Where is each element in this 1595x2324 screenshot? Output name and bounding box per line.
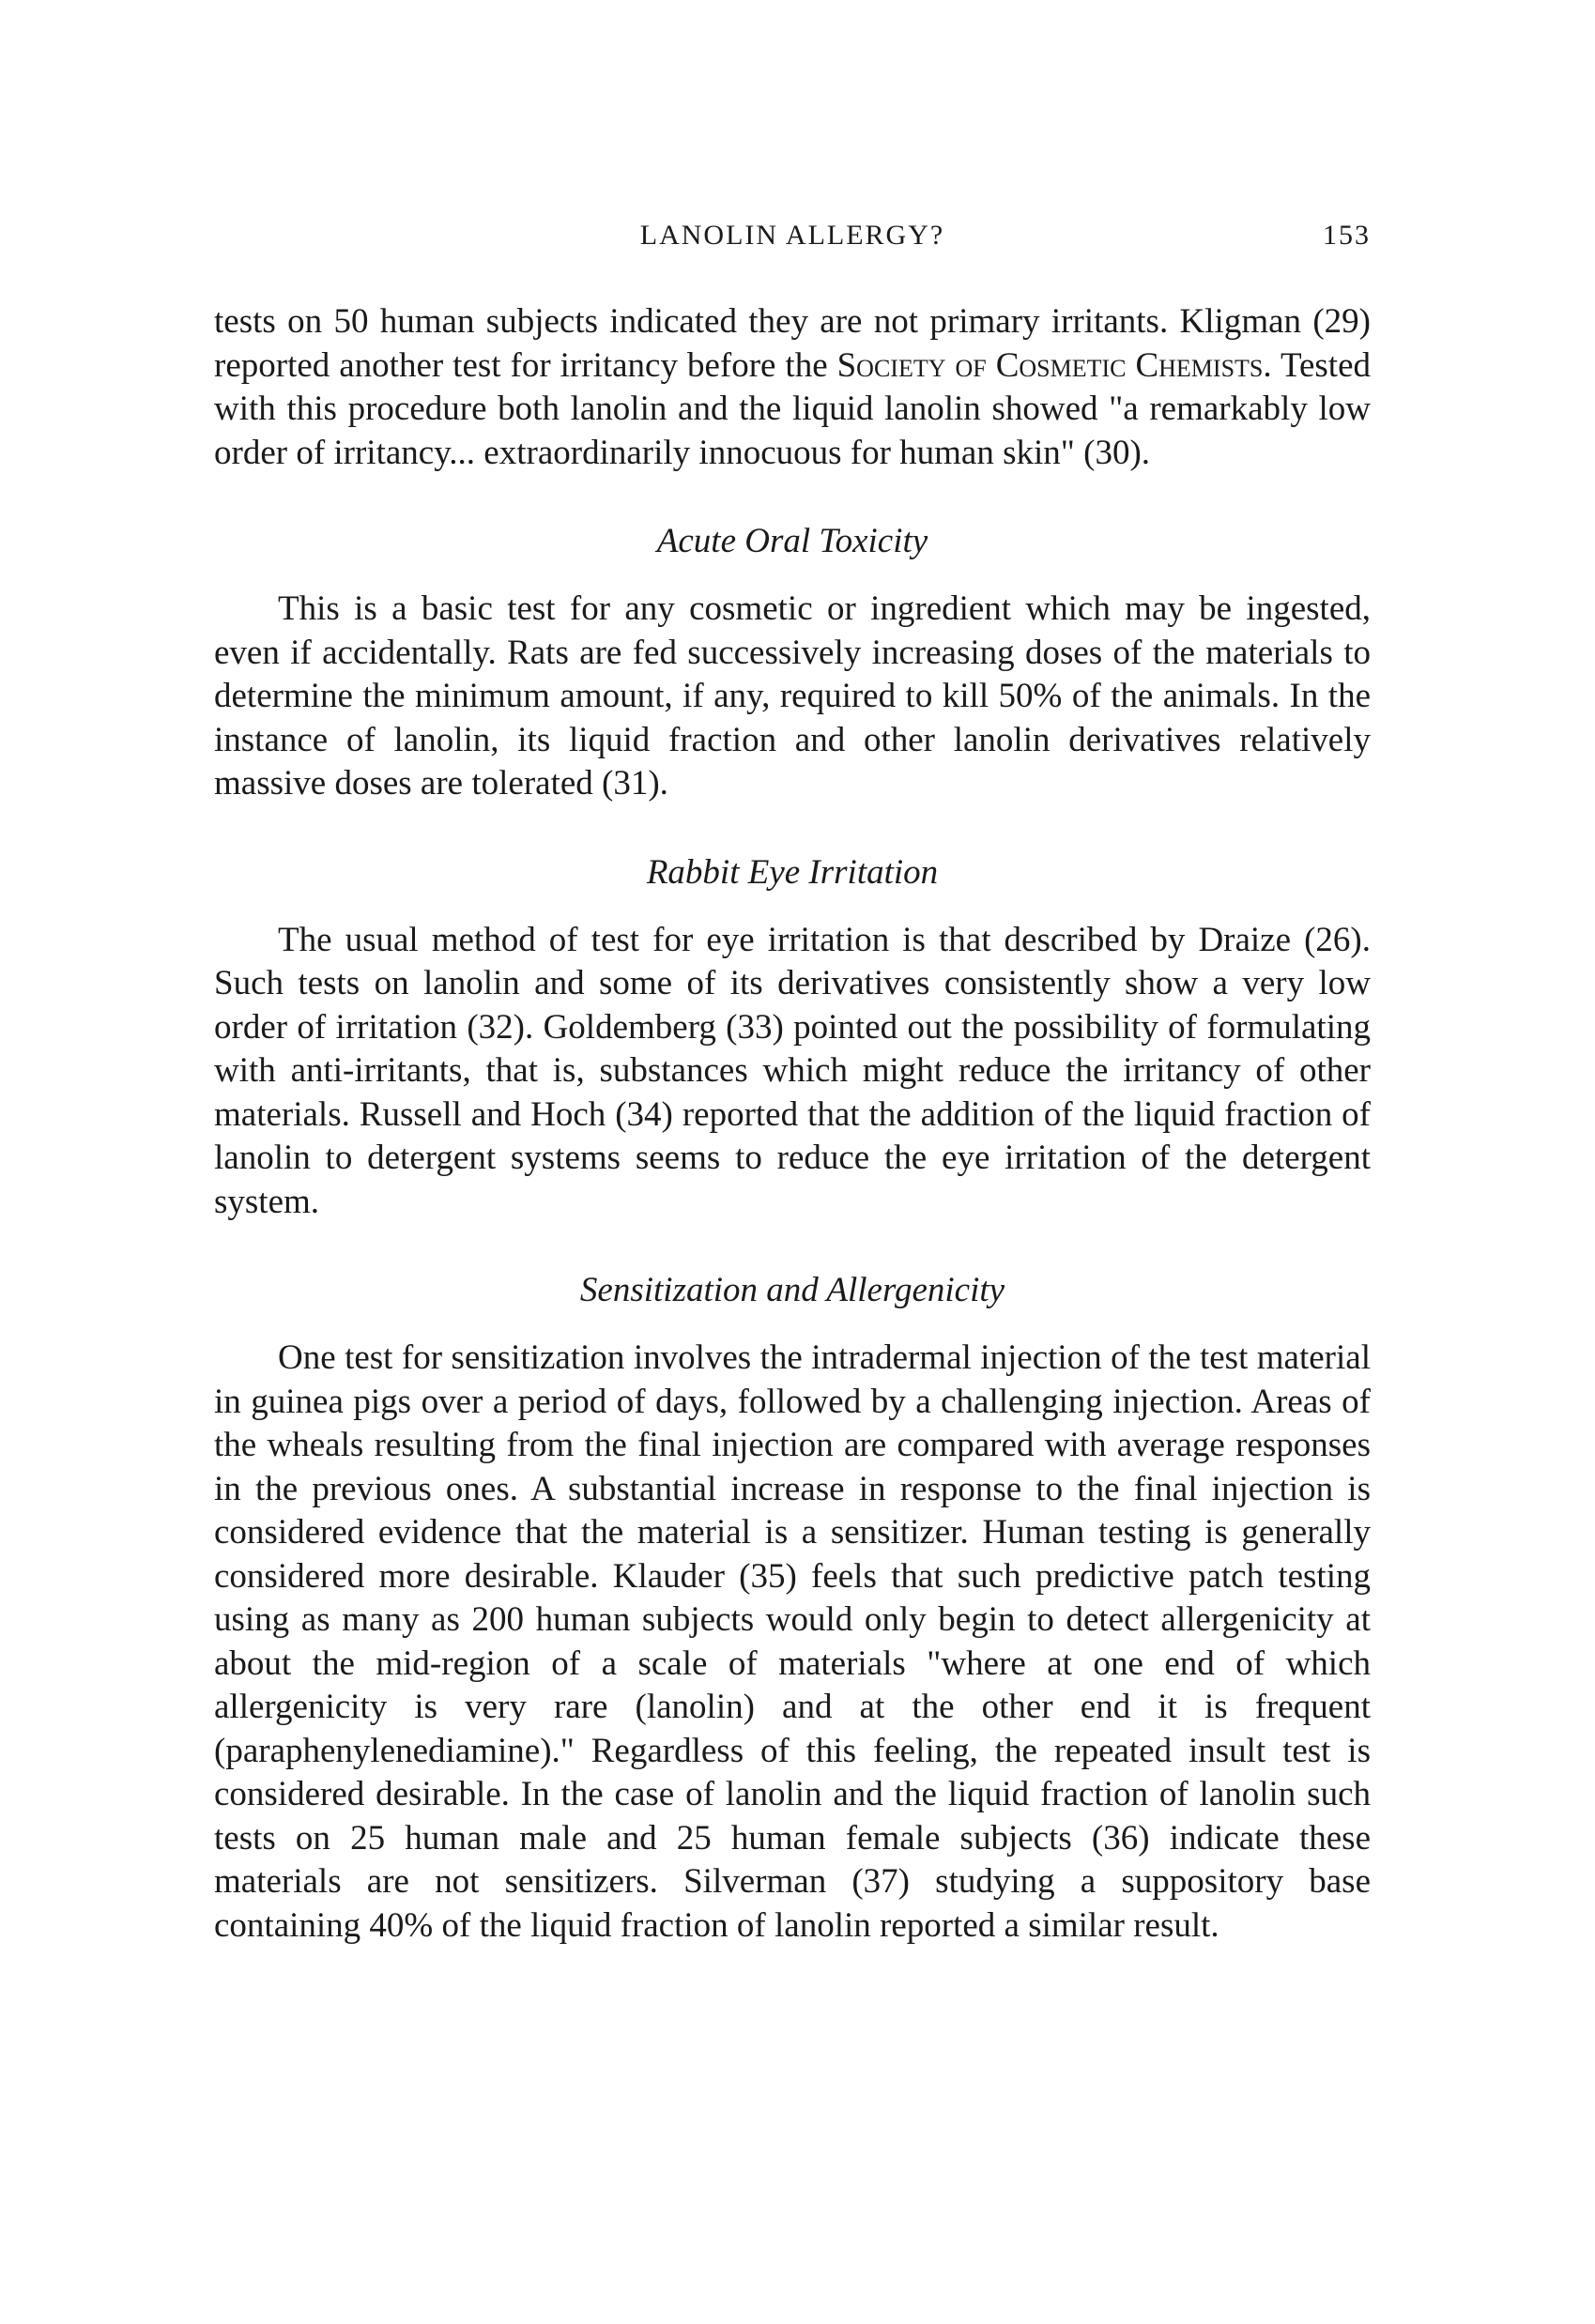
section-heading-eye-irritation: Rabbit Eye Irritation: [646, 852, 939, 892]
paragraph-oral-toxicity: This is a basic test for any cosmetic or ingredient which may be ingested, even if accidentally. Rats are fed successively increasing doses of the materials to determine the minimum amount, if any, required to kill 50% of the animals. In the instance of lanolin, its liquid fraction and other lanolin derivatives relatively massive doses are tolerated (31).: [214, 589, 1371, 803]
intro-paragraph: [214, 300, 1371, 475]
body-text: [214, 300, 1371, 1948]
society-name: Society of Cosmetic Chemists: [836, 345, 1264, 385]
intro-text-part1: tests on 50 human subjects indicated they are not primary irritants. Kligman (29) reported another test for irritancy before the: [214, 302, 1371, 385]
section-heading-sensitization: Sensitization and Allergenicity: [579, 1271, 1005, 1309]
page-number: 153: [1323, 220, 1371, 251]
running-head: [214, 220, 1371, 257]
running-title: LANOLIN ALLERGY?: [639, 220, 945, 251]
paragraph-sensitization: One test for sensitization involves the intradermal injection of the test material in guinea pigs over a period of days, followed by a challenging injection. Areas of the wheals resulting from the final injection are compared with average responses in the previous ones. A substantial increase in response to the final injection is considered evidence that the material is a sensitizer. Human testing is generally considered more desirable. Klauder (35) feels that such predictive patch testing using as many as 200 human subjects would only begin to detect allergenicity at about the mid-region of a scale of materials "where at one end of which allergenicity is very rare (lanolin) and at the other end it is frequent (paraphenylenediamine)." Regardless of this feeling, the repeated insult test is considered desirable. In the case of lanolin and the liquid fraction of lanolin such tests on 25 human male and 25 human female subjects (36) indicate these materials are not sensitizers. Silverman (37) studying a suppository base containing 40% of the liquid fraction of lanolin reported a similar result.: [214, 1338, 1371, 1945]
intro-text-part2: . Tested with this procedure both lanolin and the liquid lanolin showed "a remarkably low order of irritancy... extraordinarily innocuous for human skin" (30).: [214, 345, 1371, 472]
section-heading-oral-toxicity: Acute Oral Toxicity: [656, 522, 928, 560]
paragraph-eye-irritation: The usual method of test for eye irritation is that described by Draize (26). Such tests on lanolin and some of its derivatives consistently show a very low order of irritation (32). Goldemberg (33) pointed out the possibility of formulating with anti-irritants, that is, substances which might reduce the irritancy of other materials. Russell and Hoch (34) reported that the addition of the liquid fraction of lanolin to detergent systems seems to reduce the eye irritation of the detergent system.: [214, 920, 1371, 1221]
